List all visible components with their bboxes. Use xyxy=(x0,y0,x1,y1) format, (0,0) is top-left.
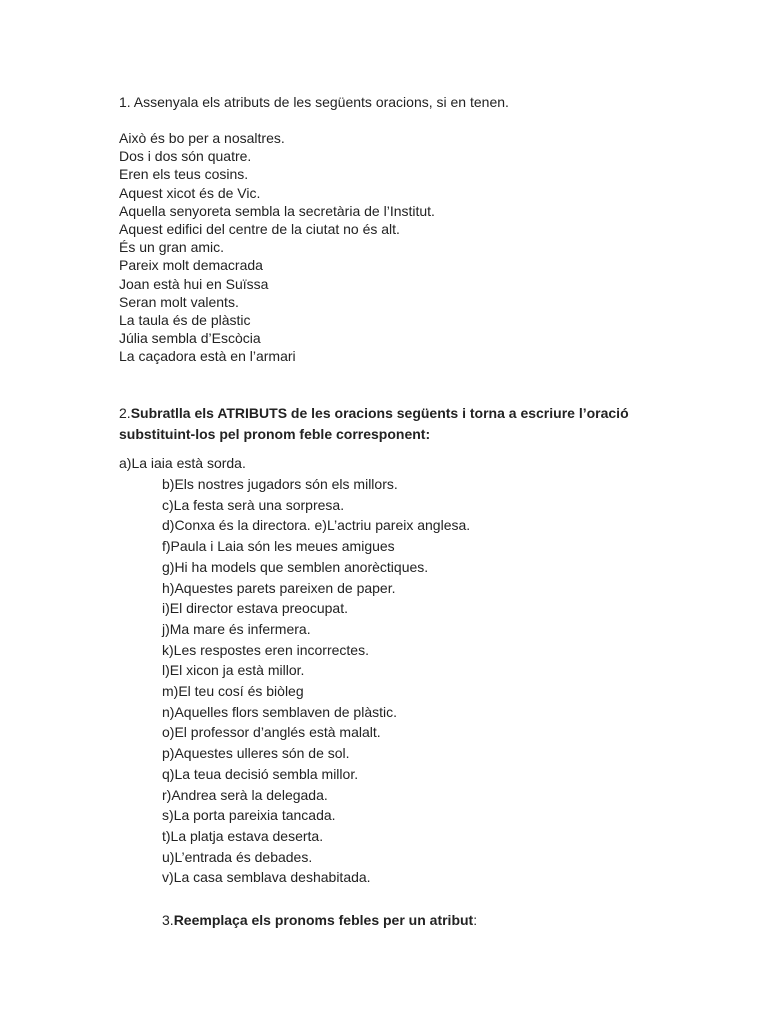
exercise-1-sentence: Joan està hui en Suïssa xyxy=(119,275,269,292)
exercise-1-sentence-list xyxy=(119,129,435,366)
exercise-1-sentence: Aquest xicot és de Vic. xyxy=(119,184,261,201)
exercise-2-item: c)La festa serà una sorpresa. xyxy=(162,496,345,513)
exercise-3-heading xyxy=(162,911,477,929)
exercise-2-item: d)Conxa és la directora. e)L’actriu pareix anglesa. xyxy=(162,517,471,534)
exercise-2-item-a: a)La iaia està sorda. xyxy=(119,455,246,471)
exercise-1-sentence: La taula és de plàstic xyxy=(119,312,251,329)
exercise-2-item: j)Ma mare és infermera. xyxy=(162,620,311,637)
exercise-1-sentence: Pareix molt demacrada xyxy=(119,257,263,274)
exercise-1-sentence: És un gran amic. xyxy=(119,239,225,256)
exercise-2-heading xyxy=(119,403,639,445)
exercise-2-item: r)Andrea serà la delegada. xyxy=(162,786,328,803)
exercise-2-item: f)Paula i Laia són les meues amigues xyxy=(162,538,395,555)
exercise-1-sentence: Júlia sembla d’Escòcia xyxy=(119,330,261,347)
exercise-2-item: m)El teu cosí és biòleg xyxy=(162,683,304,700)
exercise-2-item: b)Els nostres jugadors són els millors. xyxy=(162,476,398,492)
exercise-1-sentence: Aquella senyoreta sembla la secretària de l’Institut. xyxy=(119,202,435,219)
exercise-1-sentence: Dos i dos són quatre. xyxy=(119,148,252,165)
exercise-2-item: u)L’entrada és debades. xyxy=(162,848,313,865)
exercise-1-sentence: Aquest edifici del centre de la ciutat no és alt. xyxy=(119,221,400,238)
exercise-2-item: p)Aquestes ulleres són de sol. xyxy=(162,745,350,762)
exercise-3-instruction: Reemplaça els pronoms febles per un atribut xyxy=(173,912,474,928)
exercise-2-instruction: Subratlla els ATRIBUTS de les oracions següents i torna a escriure l’oració substituint-los pel pronom feble corresponent: xyxy=(119,405,629,442)
exercise-2-item: i)El director estava preocupat. xyxy=(162,600,348,617)
exercise-2-item: h)Aquestes parets pareixen de paper. xyxy=(162,579,396,596)
exercise-2-item: o)El professor d’anglés està malalt. xyxy=(162,724,381,741)
exercise-2-item: q)La teua decisió sembla millor. xyxy=(162,765,359,782)
exercise-1-sentence: Seran molt valents. xyxy=(119,293,239,310)
exercise-2-item: l)El xicon ja està millor. xyxy=(162,662,305,679)
exercise-2-number: 2. xyxy=(119,405,131,421)
exercise-1-heading: 1. Assenyala els atributs de les següents oracions, si en tenen. xyxy=(119,94,509,110)
exercise-2-item: k)Les respostes eren incorrectes. xyxy=(162,641,369,658)
exercise-2-item: v)La casa semblava deshabitada. xyxy=(162,869,371,886)
exercise-2-item-list xyxy=(162,474,470,888)
exercise-2-item: s)La porta pareixia tancada. xyxy=(162,807,336,824)
exercise-3-colon: : xyxy=(473,912,478,928)
exercise-2-item: n)Aquelles flors semblaven de plàstic. xyxy=(162,703,398,720)
exercise-1-sentence: La caçadora està en l’armari xyxy=(119,348,296,365)
exercise-2-item: g)Hi ha models que semblen anorèctiques. xyxy=(162,558,429,575)
exercise-3-number: 3. xyxy=(162,912,174,928)
exercise-1-sentence: Això és bo per a nosaltres. xyxy=(119,130,285,146)
exercise-1-sentence: Eren els teus cosins. xyxy=(119,166,249,183)
exercise-2-item: t)La platja estava deserta. xyxy=(162,827,324,844)
